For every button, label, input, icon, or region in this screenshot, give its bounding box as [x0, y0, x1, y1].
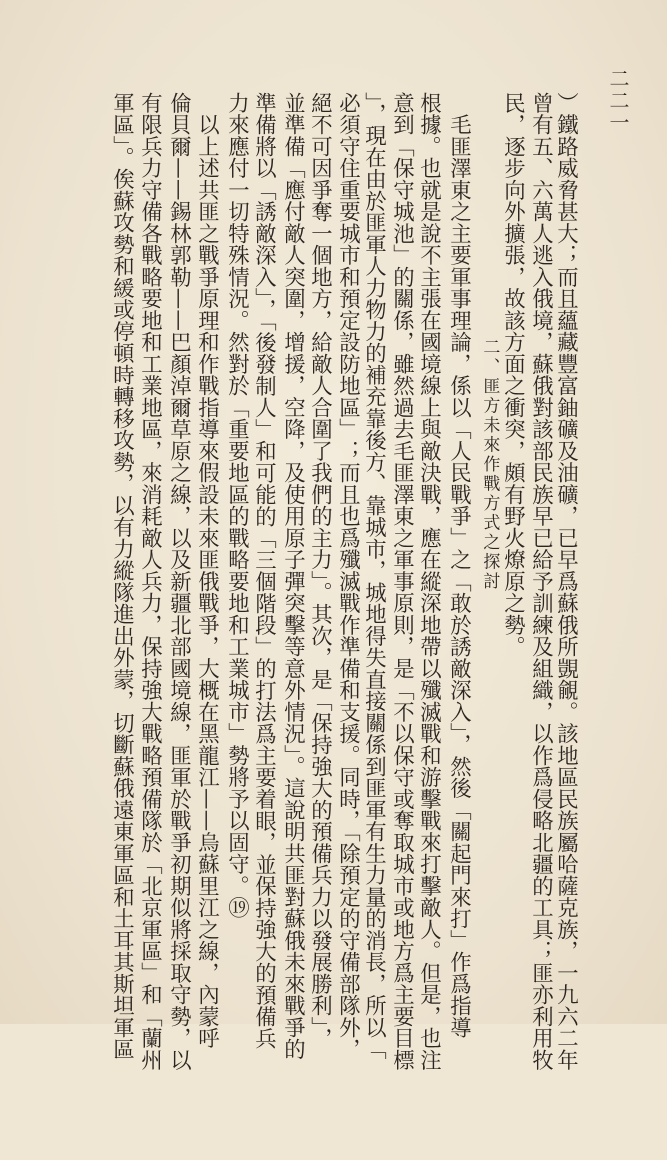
text-column: 絕不可因爭奪一個地方，給敵人合圍了我們的主力」。其次，是「保持強大的預備兵力以發展勝利」，: [307, 92, 333, 1050]
text-column: 倫貝爾——錫林郭勒——巴顏淖爾草原之線，以及新疆北部國境線，匪軍於戰爭初期似將採取守勢，以: [166, 92, 192, 1071]
text-column: 根據。也就是說不主張在國境線上與敵決戰，應在縱深地帶以殲滅戰和游擊戰來打擊敵人。但是，也注: [416, 92, 442, 1071]
text-column: 以上述共匪之戰爭原理和作戰指導來假設未來匪俄戰爭，大概在黑龍江——烏蘇里江之線，內蒙呼: [194, 92, 220, 1049]
text-column: 必須守住重要城市和預定設防地區」；而且也爲殲滅戰作準備和支援。同時，「除預定的守備部隊外，: [335, 92, 361, 1061]
text-column: 」，現在由於匪軍人力物力的補充靠後方、靠城市，城地得失直接關係到匪軍有生力量的消長，所以「: [361, 92, 387, 1061]
text-column: 準備將以「誘敵深入」，「後發制人」和可能的「三個階段」的打法爲主要着眼，並保持強大的預備兵: [251, 92, 277, 1050]
text-column: ）鐵路威脅甚大；而且蘊藏豐富鈾礦及油礦，已早爲蘇俄所覬覦。該地區民族屬哈薩克族，一九六二年: [553, 92, 579, 1071]
text-column: 民，逐步向外擴張，故該方面之衝突，頗有野火燎原之勢。: [500, 92, 526, 658]
text-column: 意到「保守城池」的關係，雖然過去毛匪澤東之軍事原則，是「不以保守或奪取城市或地方爲主要目標: [389, 92, 415, 1071]
text-column: 毛匪澤東之主要軍事理論，係以「人民戰爭」之「敢於誘敵深入」，然後「關起門來打」作爲指導: [446, 92, 472, 1039]
text-column: 曾有五、六萬人逃入俄境，蘇俄對該部民族早已給予訓練及組織，以作爲侵略北疆的工具；匪亦利用牧: [528, 92, 554, 1071]
text-column: 並準備「應付敵人突圍，增援，空降，及使用原子彈突擊等意外情況」。這說明共匪對蘇俄未來戰爭的: [280, 92, 306, 1061]
section-heading: 二、匪方未來作戰方式之探討: [479, 260, 500, 592]
page-number: 二二一: [606, 68, 630, 134]
text-column: 有限兵力守備各戰略要地和工業地區，來消耗敵人兵力，保持強大戰略預備隊於「北京軍區」和「蘭州: [137, 92, 163, 1071]
text-column: 軍區」。俟蘇攻勢和緩或停頓時轉移攻勢，以有力縱隊進出外蒙，切斷蘇俄遠東軍區和土耳其斯坦軍區: [109, 92, 135, 1061]
text-column: 力來應付一切特殊情況。然對於「重要地區的戰略要地和工業城市」勢將予以固守。⑲: [224, 92, 250, 919]
